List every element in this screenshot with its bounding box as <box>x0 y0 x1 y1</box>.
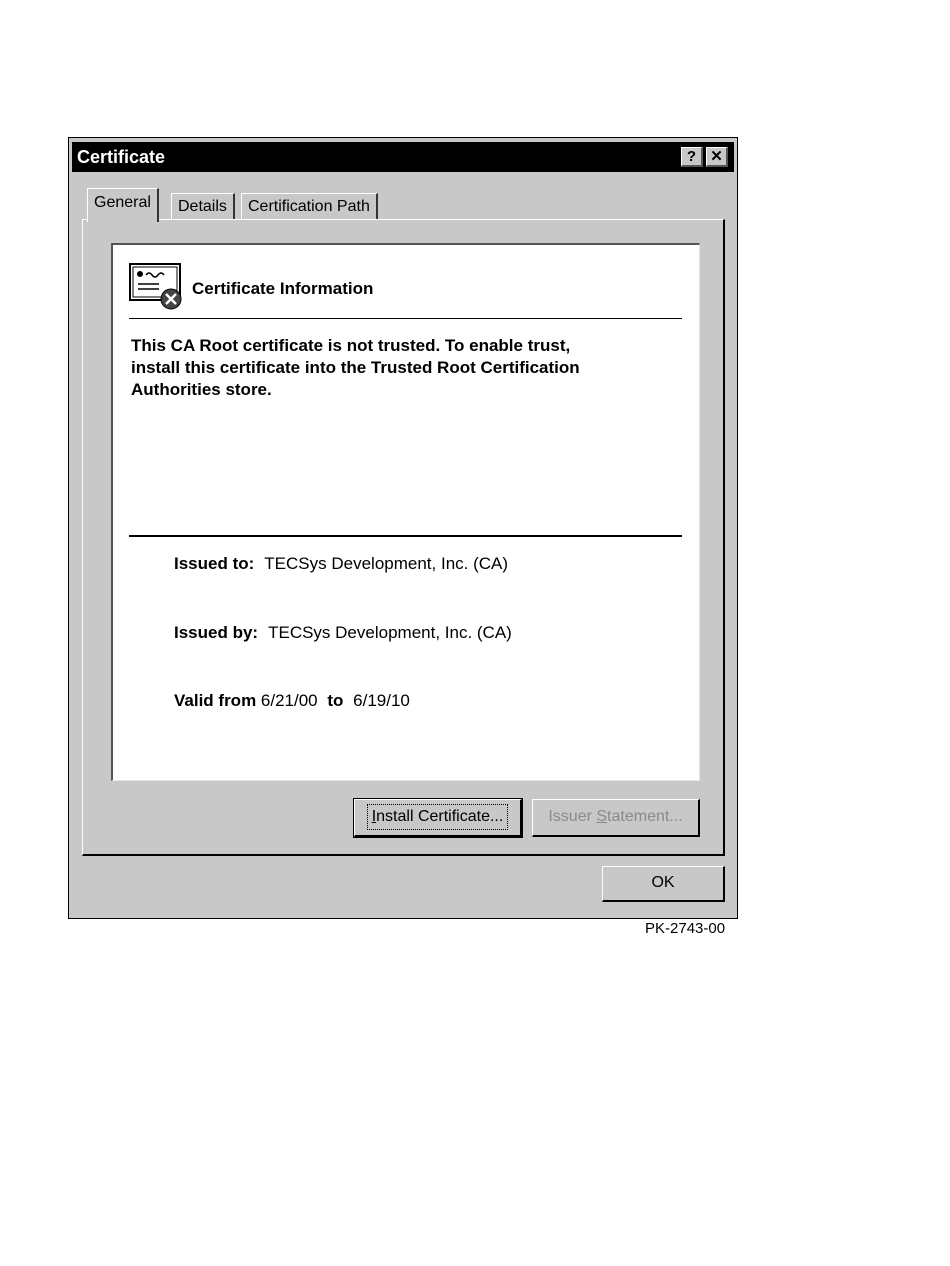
divider-top <box>129 318 682 319</box>
trust-message: This CA Root certificate is not trusted. To enable trust, install this certificate into the Trusted Root Certification Authorities store. <box>131 336 580 399</box>
title-bar <box>72 142 734 172</box>
divider-bottom <box>129 535 682 537</box>
certificate-info-heading: Certificate Information <box>192 279 374 298</box>
ok-button[interactable]: OK <box>602 866 725 902</box>
tab-details[interactable]: Details <box>171 193 235 221</box>
tab-certification-path[interactable]: Certification Path <box>241 193 378 221</box>
issued-to-row <box>174 554 508 574</box>
issued-to-label: Issued to: <box>174 554 255 573</box>
dialog-title: Certificate <box>77 147 166 167</box>
valid-to-value: 6/19/10 <box>353 691 410 710</box>
valid-from-label: Valid from <box>174 691 257 710</box>
issued-by-value: TECSys Development, Inc. (CA) <box>268 623 512 642</box>
valid-to-label: to <box>327 691 344 710</box>
certificate-info-box <box>111 243 700 781</box>
issuer-statement-button[interactable] <box>532 799 700 837</box>
issued-by-label: Issued by: <box>174 623 259 642</box>
issuer-accesskey: S <box>596 808 608 825</box>
install-accesskey: I <box>371 808 377 825</box>
issued-to-value: TECSys Development, Inc. (CA) <box>264 554 509 573</box>
issuer-label-prefix: Issuer <box>548 808 597 825</box>
validity-row <box>174 691 410 711</box>
issued-by-row <box>174 623 512 643</box>
certificate-dialog <box>68 137 738 919</box>
install-certificate-button[interactable] <box>354 799 522 837</box>
valid-from-value: 6/21/00 <box>260 691 318 710</box>
install-label-rest: nstall Certificate... <box>376 808 504 825</box>
help-button[interactable]: ? <box>681 147 703 167</box>
general-tab-panel <box>82 219 725 856</box>
install-certificate-label <box>367 804 509 830</box>
certificate-untrusted-icon <box>129 263 183 311</box>
tab-general[interactable]: General <box>87 188 159 222</box>
close-button[interactable]: ✕ <box>706 147 728 167</box>
figure-caption: PK-2743-00 <box>645 920 726 937</box>
issuer-label-rest: tatement... <box>607 808 683 825</box>
